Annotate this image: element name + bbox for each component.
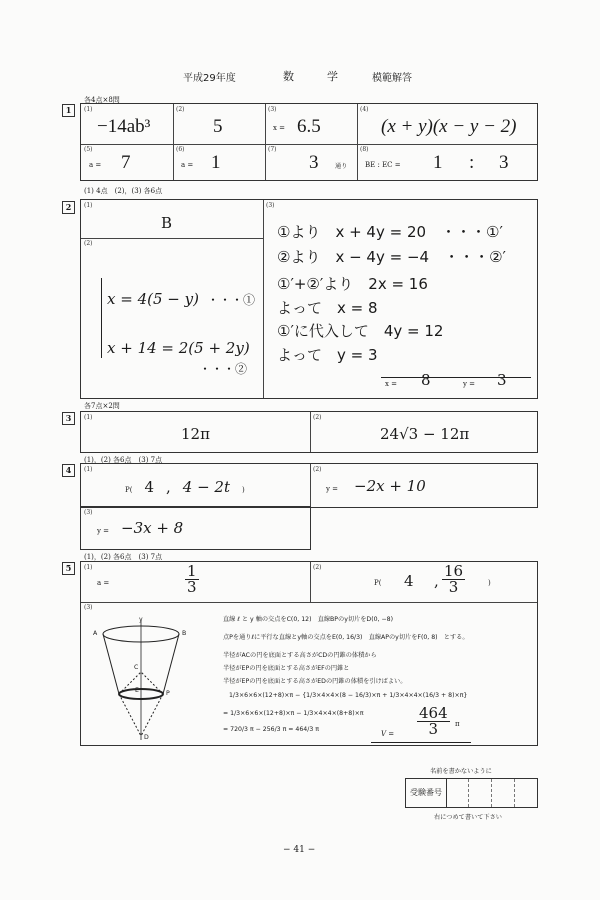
s1-cells-1-answer: 5 [213, 116, 223, 137]
s2-c2-mark2: ・・・② [199, 362, 248, 376]
s4-points: (1)，(2) 各6点 (3) 7点 [84, 456, 163, 464]
s1-cells-4-label: (5) [84, 146, 93, 153]
header-subject-1: 数 [283, 70, 294, 83]
s2-eq1-row [107, 290, 255, 308]
s2-c3-x_value: 8 [421, 371, 431, 389]
s5-c1-num: 1 [187, 562, 197, 580]
s1-cells-7-label: (8) [360, 146, 369, 153]
s5-c3-v_num: 464 [419, 704, 448, 722]
s4-cell-3 [80, 506, 311, 550]
s5-c3-fig-B: B [182, 630, 187, 637]
s1-cells-6-suffix: 通り [335, 163, 348, 170]
s1-cells-7-answer_2: 3 [499, 152, 509, 173]
exam-number-box [405, 778, 538, 808]
s2-c3-lines-1: ②より x − 4y = −4 ・・・②′ [277, 248, 506, 266]
cone-figure [89, 612, 209, 744]
s2-c2-mark1: ・・・① [206, 293, 255, 307]
s1-cell-3 [265, 104, 357, 144]
s2-c3-lines-4: ①′に代入して 4y = 12 [277, 322, 444, 340]
s5-c3-lines-2: 半径がACの円を底面とする高さがCDの円錐の体積から [223, 652, 377, 659]
s3-c1-label: (1) [84, 414, 93, 421]
s1-cells-3-answer: (x + y)(x − y − 2) [381, 116, 517, 137]
s5-c1-prefix: a = [97, 579, 110, 587]
s1-cells-3-label: (4) [360, 106, 369, 113]
exam-number-label: 受験番号 [406, 779, 447, 807]
s3-points: 各7点×2問 [84, 402, 120, 410]
s1-cell-1 [81, 104, 173, 144]
no-name-note: 名前を書かないように [430, 768, 492, 775]
fraction [417, 706, 450, 737]
s2-c2-eq1: x = 4(5 − y) [107, 290, 199, 308]
s1-cells-5-prefix: a = [181, 161, 194, 169]
s5-c3-lines-7: = 720/3 π − 256/3 π = 464/3 π [223, 726, 319, 733]
s5-cell-1 [81, 562, 310, 602]
s3-cell-2 [310, 412, 537, 452]
header-year: 平成29年度 [183, 73, 236, 84]
s1-cells-4-prefix: a = [89, 161, 102, 169]
s1-cells-7-answer_1: 1 [433, 152, 443, 173]
answer-underline [371, 742, 471, 743]
s4-cell-2 [310, 464, 537, 507]
s1-box [80, 103, 538, 181]
s4-c3-prefix: y = [97, 527, 110, 535]
s1-cells-0-answer: −14ab³ [97, 116, 151, 137]
s5-c3-lines-4: 半径がEPの円を底面とする高さがEDの円錐の体積を引けばよい。 [223, 678, 407, 685]
s5-c2-y_num: 16 [444, 562, 464, 580]
s4-row-1 [80, 463, 538, 508]
s2-c3-lines-3: よって x = 8 [277, 299, 378, 317]
s5-c3-lines-6: = 1/3×6×6×(12+8)×π − 1/3×4×4×(8+8)×π [223, 710, 364, 717]
s5-c3-lines-0: 直線 ℓ と y 軸の交点をC(0, 12) 直線BPのy切片をD(0, −8) [223, 616, 394, 623]
digit-divider [491, 779, 492, 807]
page-number: − 41 − [283, 845, 316, 855]
fraction [185, 564, 199, 595]
s4-c2-prefix: y = [326, 485, 339, 493]
s4-c1-comma: , [166, 478, 171, 496]
s1-cells-5-answer: 1 [211, 152, 221, 173]
s4-c1-p_open: P( [125, 486, 133, 494]
s2-points: (1) 4点 (2)，(3) 各6点 [84, 187, 163, 195]
s3-c2-answer: 24√3 − 12π [380, 425, 470, 443]
s4-c1-close: ) [242, 486, 245, 494]
s5-c3-label: (3) [84, 604, 93, 611]
s2-c3-lines-0: ①より x + 4y = 20 ・・・①′ [277, 223, 503, 241]
s5-c2-p_open: P( [374, 579, 382, 587]
s1-number: 1 [62, 104, 75, 117]
s5-cell-3 [81, 602, 537, 745]
s5-c3-fig-P: P [166, 690, 170, 697]
s5-c3-fig-A: A [93, 630, 98, 637]
s5-c3-v_den: 3 [428, 720, 439, 738]
s1-cells-4-answer: 7 [121, 152, 131, 173]
s5-c3-lines-1: 点Pを通りℓに平行な直線とy軸の交点をE(0, 16/3) 直線APのy切片をF(0, 8) とする。 [223, 634, 469, 641]
s5-box [80, 561, 538, 746]
s5-c3-fig-D: D [144, 734, 149, 741]
s2-number: 2 [62, 201, 75, 214]
s5-c3-v_label: V = [381, 730, 395, 738]
s1-cells-0-label: (1) [84, 106, 93, 113]
s3-box [80, 411, 538, 453]
s1-cells-2-prefix: x = [273, 124, 286, 132]
s4-point-row [125, 478, 245, 496]
s1-cells-7-colon: : [469, 152, 475, 173]
s5-c2-y_den: 3 [448, 578, 459, 596]
s2-cell-1 [81, 200, 263, 238]
s5-cell-2 [310, 562, 537, 602]
s1-cells-2-answer: 6.5 [297, 116, 321, 137]
right-align-note: 右につめて書いて下さい [434, 814, 502, 821]
s4-c3-label: (3) [84, 509, 93, 516]
s3-c2-label: (2) [313, 414, 322, 421]
exam-number-field[interactable] [446, 779, 537, 807]
s1-points: 各4点×8問 [84, 96, 120, 104]
s2-c2-eq2: x + 14 = 2(5 + 2y) [107, 339, 250, 357]
s5-c1-label: (1) [84, 564, 93, 571]
s1-cell-8 [357, 144, 537, 180]
s1-cells-5-label: (6) [176, 146, 185, 153]
s1-cell-5 [81, 144, 173, 180]
s5-c3-fig-C: C [134, 664, 139, 671]
s5-c2-x: 4 [404, 572, 414, 590]
s4-cell-1 [81, 464, 310, 507]
header-title: 模範解答 [372, 73, 412, 84]
s4-c1-x: 4 [144, 478, 154, 496]
s1-cells-2-label: (3) [268, 106, 277, 113]
s1-cell-6 [173, 144, 265, 180]
s1-cell-7 [265, 144, 357, 180]
s5-c3-v_pi: π [455, 720, 460, 728]
fraction [442, 564, 465, 595]
s5-c2-comma: , [434, 572, 439, 590]
s2-c3-label: (3) [266, 202, 275, 209]
s3-number: 3 [62, 412, 75, 425]
s1-cells-7-prefix: BE : EC = [365, 161, 401, 169]
s2-box [80, 199, 538, 399]
s1-cells-1-label: (2) [176, 106, 185, 113]
s5-c3-fig-y: y [139, 616, 143, 623]
s4-c2-answer: −2x + 10 [354, 477, 426, 495]
s4-number: 4 [62, 464, 75, 477]
s2-c2-label: (2) [84, 240, 93, 247]
s2-c1-answer: B [161, 214, 173, 232]
s1-cell-2 [173, 104, 265, 144]
answer-underline [381, 377, 531, 378]
s5-number: 5 [62, 562, 75, 575]
s1-cells-6-answer: 3 [309, 152, 319, 173]
s2-c1-label: (1) [84, 202, 93, 209]
s2-cell-3 [263, 200, 537, 398]
header-subject-2: 学 [327, 70, 338, 83]
brace [101, 278, 102, 358]
s3-cell-1 [81, 412, 310, 452]
s1-cell-4 [357, 104, 537, 144]
s5-c2-close: ) [488, 579, 491, 587]
s5-c3-lines-3: 半径がEPの円を底面とする高さがEFの円錐と [223, 665, 350, 672]
s2-c3-lines-5: よって y = 3 [277, 346, 378, 364]
s1-cells-6-label: (7) [268, 146, 277, 153]
s2-cell-2 [81, 238, 263, 398]
s2-c3-lines-2: ①′+②′より 2x = 16 [277, 275, 428, 293]
s5-c3-fig-E: E [135, 687, 139, 694]
s5-points: (1)，(2) 各6点 (3) 7点 [84, 553, 163, 561]
s4-c2-label: (2) [313, 466, 322, 473]
s5-c2-label: (2) [313, 564, 322, 571]
s4-c1-y: 4 − 2t [182, 478, 231, 496]
digit-divider [468, 779, 469, 807]
s2-c3-y_label: y = [463, 380, 476, 388]
s2-c3-y_value: 3 [497, 371, 507, 389]
s5-c1-den: 3 [187, 578, 197, 596]
s5-c3-lines-5: 1/3×6×6×(12+8)×π − {1/3×4×4×(8 − 16/3)×π + 1/3×4×4×(16/3 + 8)×π} [229, 692, 468, 699]
digit-divider [514, 779, 515, 807]
s4-c1-label: (1) [84, 466, 93, 473]
s2-c3-x_label: x = [385, 380, 398, 388]
s3-c1-answer: 12π [181, 425, 210, 443]
s4-c3-answer: −3x + 8 [121, 519, 184, 537]
